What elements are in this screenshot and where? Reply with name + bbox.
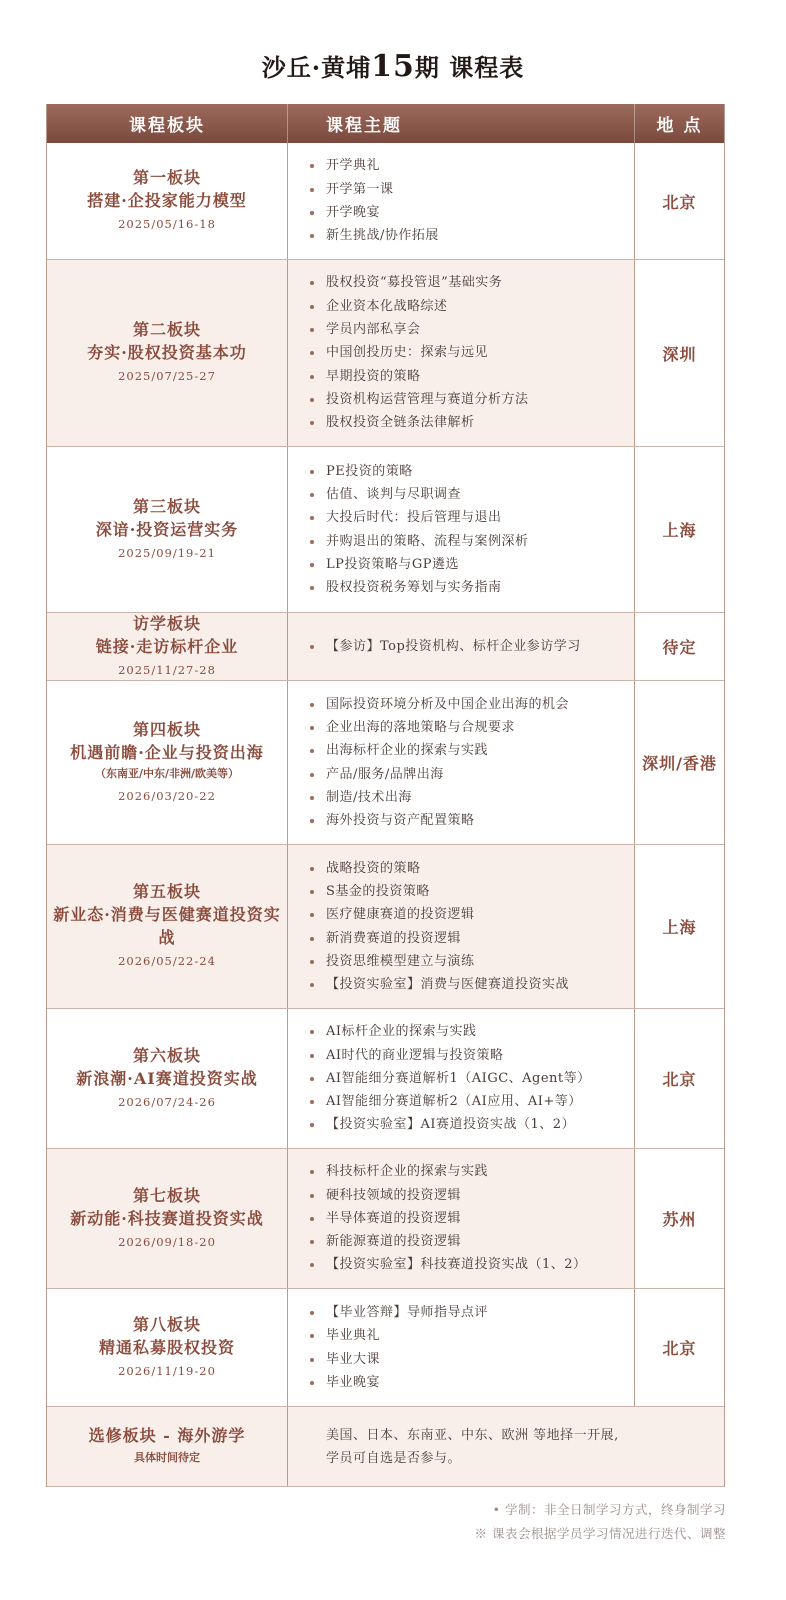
topic-list [308, 693, 634, 833]
module-date: 2026/03/20-22 [118, 788, 216, 803]
location-label: 北京 [662, 192, 697, 212]
location-label: 上海 [662, 918, 697, 937]
topics-cell [288, 447, 635, 612]
topic-item: LP投资策略与GP遴选 [308, 553, 634, 576]
topic-item: 股权投资“募投管退”基础实务 [308, 271, 634, 294]
topic-item: 新消费赛道的投资逻辑 [308, 927, 634, 950]
topic-item: 【投资实验室】消费与医健赛道投资实战 [308, 973, 634, 996]
module-subtitle: 搭建·企投家能力模型 [87, 191, 247, 210]
topic-item: 【参访】Top投资机构、标杆企业参访学习 [308, 635, 634, 658]
topic-item: 开学典礼 [308, 154, 634, 177]
location-cell [635, 447, 724, 612]
elective-name: 选修板块 - 海外游学 [88, 1426, 246, 1445]
module-date: 2026/07/24-26 [118, 1094, 216, 1109]
module-name: 第三板块 [132, 496, 201, 516]
module-subtitle: 机遇前瞻·企业与投资出海 [70, 742, 264, 762]
elective-text-cell [288, 1407, 724, 1486]
module-date: 2025/11/27-28 [118, 662, 216, 677]
module-cell [47, 1289, 288, 1406]
module-cell [47, 613, 288, 680]
module-subtitle: 夯实·股权投资基本功 [87, 343, 247, 362]
location-cell [635, 260, 724, 446]
location-cell [635, 143, 724, 259]
elective-time: 具体时间待定 [134, 1451, 200, 1464]
elective-line1: 美国、日本、东南亚、中东、欧洲 等地择一开展, [326, 1427, 619, 1443]
topic-item: 毕业典礼 [308, 1324, 634, 1347]
table-row [47, 1009, 724, 1149]
topic-item: 【投资实验室】科技赛道投资实战（1、2） [308, 1253, 634, 1276]
module-date: 2025/05/16-18 [118, 217, 216, 231]
module-name: 第八板块 [132, 1314, 201, 1334]
elective-row [47, 1407, 724, 1487]
module-date: 2026/09/18-20 [118, 1234, 216, 1249]
elective-module-cell [47, 1407, 288, 1486]
topic-item: 【毕业答辩】导师指导点评 [308, 1301, 634, 1324]
topics-cell [288, 143, 635, 259]
topics-cell [288, 260, 635, 446]
topic-item: 开学第一课 [308, 178, 634, 201]
module-date: 2025/09/19-21 [118, 545, 216, 560]
topic-list [308, 1301, 634, 1394]
topic-item: 估值、谈判与尽职调查 [308, 483, 634, 506]
module-name: 访学板块 [132, 613, 201, 633]
topic-item: 开学晚宴 [308, 201, 634, 224]
topic-list [308, 460, 634, 600]
topic-item: 并购退出的策略、流程与案例深析 [308, 530, 634, 553]
location-cell [635, 1009, 724, 1148]
module-subtitle: 新业态·消费与医健赛道投资实战 [53, 905, 281, 947]
table-row [47, 143, 724, 260]
topics-cell [288, 845, 635, 1008]
module-cell [47, 1009, 288, 1148]
location-label: 苏州 [662, 1210, 697, 1229]
topics-cell [288, 1289, 635, 1406]
topics-cell [288, 1009, 635, 1148]
title-prefix: 沙丘·黄埔 [261, 53, 372, 82]
topic-item: 股权投资税务筹划与实务指南 [308, 576, 634, 599]
topic-item: 国际投资环境分析及中国企业出海的机会 [308, 693, 634, 716]
location-label: 深圳 [662, 344, 697, 364]
topic-list [308, 635, 634, 658]
header-topic: 课程主题 [288, 104, 635, 143]
topic-item: S基金的投资策略 [308, 880, 634, 903]
header-location: 地 点 [656, 116, 703, 136]
module-subtitle: 深谙·投资运营实务 [95, 519, 239, 539]
module-region: （东南亚/中东/非洲/欧美等） [94, 766, 240, 780]
topic-item: 企业出海的落地策略与合规要求 [308, 716, 634, 739]
topic-item: 毕业晚宴 [308, 1371, 634, 1394]
location-cell [635, 613, 724, 680]
topic-item: 股权投资全链条法律解析 [308, 411, 634, 434]
topic-item: 大投后时代：投后管理与退出 [308, 506, 634, 529]
topic-list [308, 154, 634, 247]
topic-item: 硬科技领域的投资逻辑 [308, 1184, 634, 1207]
module-date: 2026/11/19-20 [118, 1363, 216, 1378]
topic-item: 海外投资与资产配置策略 [308, 809, 634, 832]
topic-item: AI标杆企业的探索与实践 [308, 1020, 634, 1043]
table-row [47, 613, 724, 681]
table-row [47, 447, 724, 613]
topic-list [308, 1160, 634, 1276]
module-name: 第七板块 [132, 1185, 201, 1205]
footer-note-1: • 学制：非全日制学习方式，终身制学习 [492, 1502, 726, 1517]
location-cell [635, 1289, 724, 1406]
module-name: 第二板块 [132, 320, 201, 339]
topic-list [308, 1020, 634, 1136]
topic-item: 学员内部私享会 [308, 318, 634, 341]
table-row [47, 845, 724, 1009]
module-subtitle: 新动能·科技赛道投资实战 [70, 1208, 264, 1228]
topic-item: 医疗健康赛道的投资逻辑 [308, 903, 634, 926]
location-cell [635, 845, 724, 1008]
module-cell [47, 1149, 288, 1288]
table-row [47, 1289, 724, 1407]
module-date: 2025/07/25-27 [118, 369, 216, 383]
module-cell [47, 447, 288, 612]
module-subtitle: 新浪潮·AI赛道投资实战 [76, 1068, 258, 1088]
table-body [47, 143, 724, 1407]
topic-item: 企业资本化战略综述 [308, 295, 634, 318]
topic-item: 科技标杆企业的探索与实践 [308, 1160, 634, 1183]
topic-list [308, 271, 634, 434]
module-cell [47, 260, 288, 446]
topics-cell [288, 1149, 635, 1288]
module-name: 第六板块 [132, 1045, 201, 1065]
topic-item: 投资思维模型建立与演练 [308, 950, 634, 973]
location-label: 深圳/香港 [642, 754, 717, 773]
table-row [47, 681, 724, 845]
topic-item: 投资机构运营管理与赛道分析方法 [308, 388, 634, 411]
topic-item: 毕业大课 [308, 1348, 634, 1371]
title-suffix: 期 课程表 [414, 53, 525, 82]
topic-item: AI时代的商业逻辑与投资策略 [308, 1044, 634, 1067]
course-table [46, 104, 725, 1487]
topic-item: 出海标杆企业的探索与实践 [308, 739, 634, 762]
module-name: 第一板块 [132, 168, 201, 187]
topic-item: 【投资实验室】AI赛道投资实战（1、2） [308, 1113, 634, 1136]
location-label: 北京 [662, 1339, 697, 1358]
location-label: 待定 [662, 638, 697, 657]
topic-item: 新生挑战/协作拓展 [308, 224, 634, 247]
table-row [47, 260, 724, 447]
topic-item: PE投资的策略 [308, 460, 634, 483]
topic-item: 中国创投历史：探索与远见 [308, 341, 634, 364]
topic-item: 半导体赛道的投资逻辑 [308, 1207, 634, 1230]
module-cell [47, 845, 288, 1008]
topic-item: AI智能细分赛道解析2（AI应用、AI+等） [308, 1090, 634, 1113]
location-cell [635, 681, 724, 844]
topic-item: 战略投资的策略 [308, 857, 634, 880]
title-number: 15 [371, 49, 415, 84]
page-title [0, 48, 786, 84]
module-cell [47, 681, 288, 844]
topics-cell [288, 681, 635, 844]
module-date: 2026/05/22-24 [118, 954, 216, 968]
module-subtitle: 链接·走访标杆企业 [95, 636, 239, 656]
location-label: 上海 [662, 521, 697, 540]
table-header [47, 104, 724, 143]
footer-note-2: ※ 课表会根据学员学习情况进行迭代、调整 [474, 1526, 726, 1541]
topic-item: 制造/技术出海 [308, 786, 634, 809]
location-cell [635, 1149, 724, 1288]
header-module: 课程板块 [47, 104, 288, 143]
topic-item: 早期投资的策略 [308, 365, 634, 388]
topic-list [308, 857, 634, 997]
location-label: 北京 [662, 1070, 697, 1089]
elective-line2: 学员可自选是否参与。 [326, 1450, 462, 1466]
topic-item: 产品/服务/品牌出海 [308, 763, 634, 786]
module-name: 第五板块 [132, 882, 201, 901]
topics-cell [288, 613, 635, 680]
module-subtitle: 精通私募股权投资 [98, 1337, 235, 1357]
module-cell [47, 143, 288, 259]
topic-item: AI智能细分赛道解析1（AIGC、Agent等） [308, 1067, 634, 1090]
topic-item: 新能源赛道的投资逻辑 [308, 1230, 634, 1253]
table-row [47, 1149, 724, 1289]
module-name: 第四板块 [132, 719, 201, 739]
